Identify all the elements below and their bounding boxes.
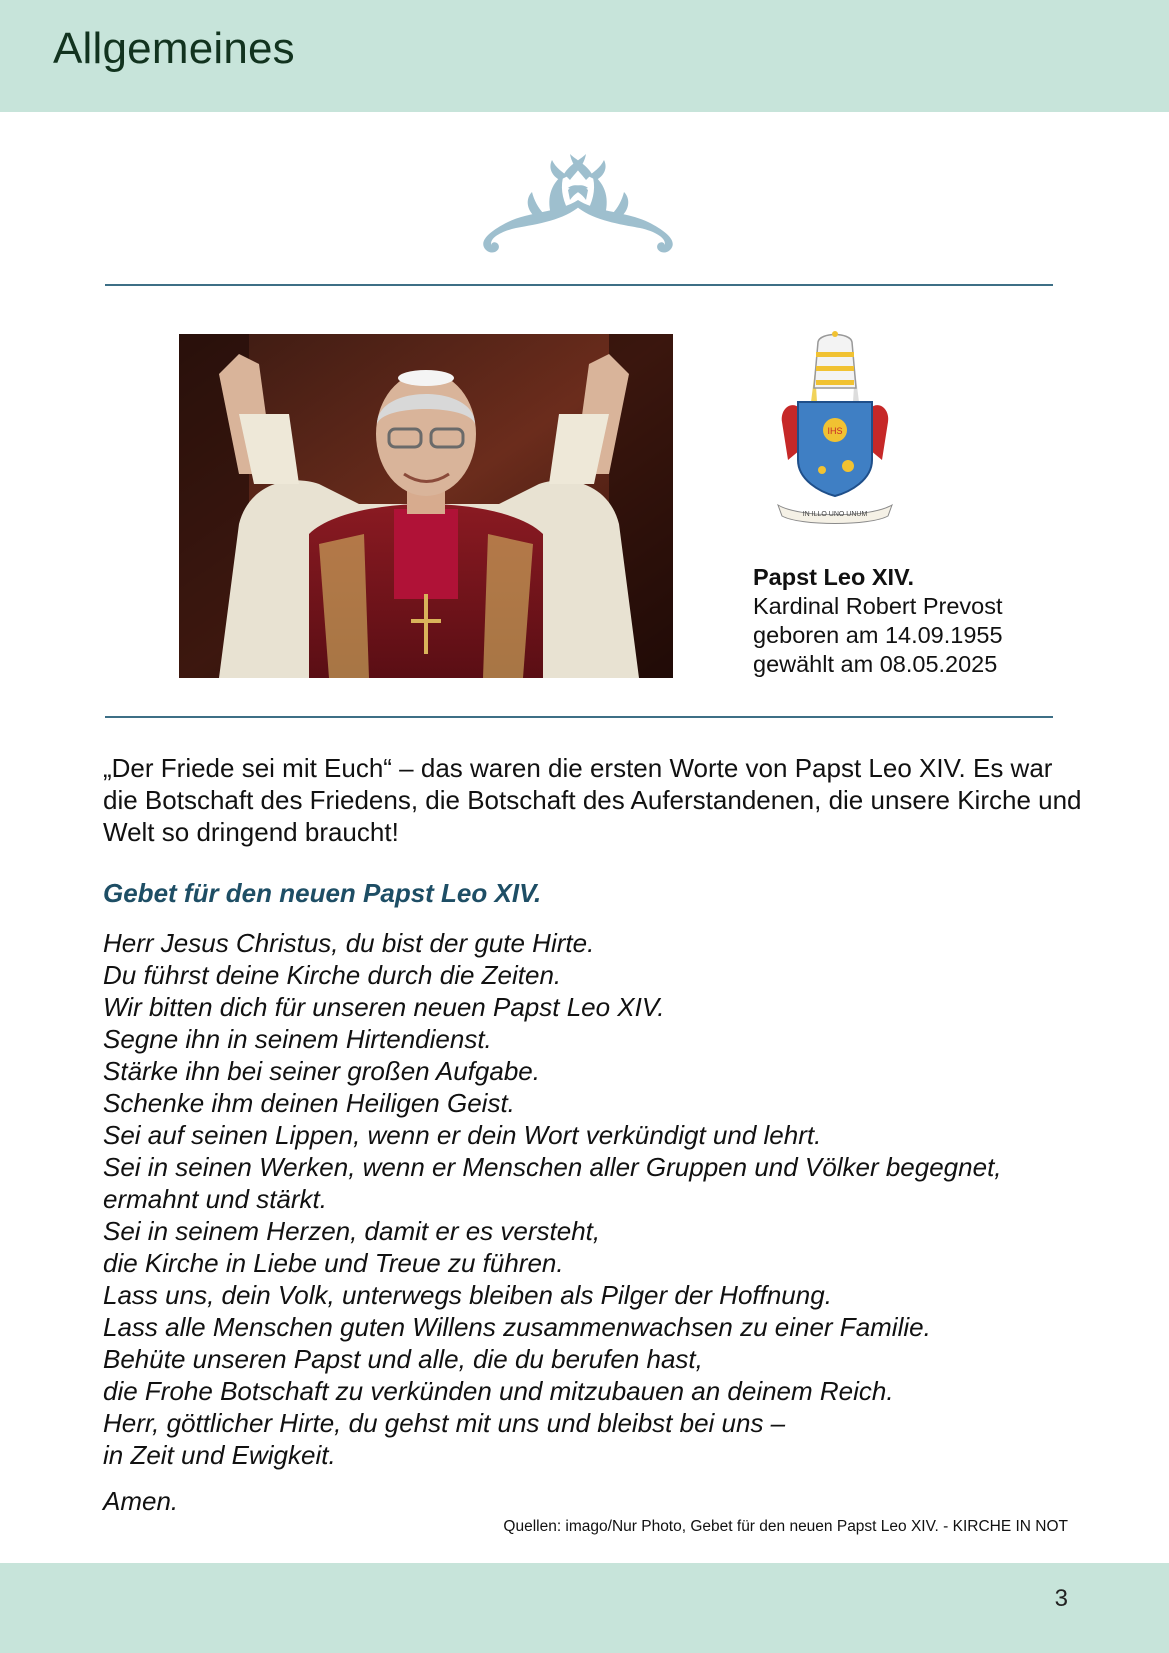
prayer-line: Lass uns, dein Volk, unterwegs bleiben als Pilger der Hoffnung. — [103, 1280, 832, 1310]
sources-credit: Quellen: imago/Nur Photo, Gebet für den neuen Papst Leo XIV. - KIRCHE IN NOT — [503, 1518, 1068, 1535]
page-number: 3 — [1054, 1585, 1068, 1612]
prayer-line: Behüte unseren Papst und alle, die du berufen hast, — [103, 1344, 703, 1374]
intro-paragraph: „Der Friede sei mit Euch“ – das waren die ersten Worte von Papst Leo XIV. Es war die Botschaft des Friedens, die Botschaft des Auferstandenen, die unsere Kirche und Welt so dringend braucht! — [103, 753, 1082, 847]
footer-band — [0, 1563, 1169, 1653]
divider-top — [105, 284, 1053, 286]
prayer-line: Schenke ihm deinen Heiligen Geist. — [103, 1088, 515, 1118]
prayer-line: Lass alle Menschen guten Willens zusammenwachsen zu einer Familie. — [103, 1312, 931, 1342]
prayer-line: Herr Jesus Christus, du bist der gute Hirte. — [103, 928, 595, 958]
prayer-line: in Zeit und Ewigkeit. — [103, 1440, 336, 1470]
prayer-line: Wir bitten dich für unseren neuen Papst Leo XIV. — [103, 992, 665, 1022]
prayer-line: Segne ihn in seinem Hirtendienst. — [103, 1024, 492, 1054]
prayer-line: Du führst deine Kirche durch die Zeiten. — [103, 960, 562, 990]
prayer-title: Gebet für den neuen Papst Leo XIV. — [103, 878, 542, 908]
prayer-line: Stärke ihn bei seiner großen Aufgabe. — [103, 1056, 540, 1086]
prayer-line: die Kirche in Liebe und Treue zu führen. — [103, 1248, 564, 1278]
prayer-line: Sei in seinem Herzen, damit er es versteht, — [103, 1216, 601, 1246]
pope-name: Papst Leo XIV. — [753, 564, 915, 590]
prayer-amen: Amen. — [103, 1486, 179, 1516]
papal-coat-of-arms — [760, 330, 910, 530]
svg-text:IN ILLO UNO UNUM: IN ILLO UNO UNUM — [802, 511, 868, 518]
pope-birth-name: Kardinal Robert Prevost — [753, 593, 1003, 619]
prayer-line: ermahnt und stärkt. — [103, 1184, 327, 1214]
divider-bottom — [105, 716, 1053, 718]
svg-text:IHS: IHS — [827, 426, 843, 436]
header-band — [0, 0, 1169, 112]
prayer-line: Herr, göttlicher Hirte, du gehst mit uns und bleibst bei uns – — [103, 1408, 786, 1438]
prayer-line: die Frohe Botschaft zu verkünden und mitzubauen an deinem Reich. — [103, 1376, 894, 1406]
pope-birth-date: geboren am 14.09.1955 — [753, 622, 1003, 648]
prayer-line: Sei auf seinen Lippen, wenn er dein Wort verkündigt und lehrt. — [103, 1120, 822, 1150]
pope-election-date: gewählt am 08.05.2025 — [753, 651, 998, 677]
pope-photo — [179, 334, 673, 678]
pope-caption — [753, 563, 1003, 679]
section-title: Allgemeines — [53, 24, 295, 73]
prayer-text — [103, 927, 1103, 1471]
floral-ornament-icon — [468, 150, 688, 254]
prayer-line: Sei in seinen Werken, wenn er Menschen aller Gruppen und Völker begegnet, — [103, 1152, 1002, 1182]
